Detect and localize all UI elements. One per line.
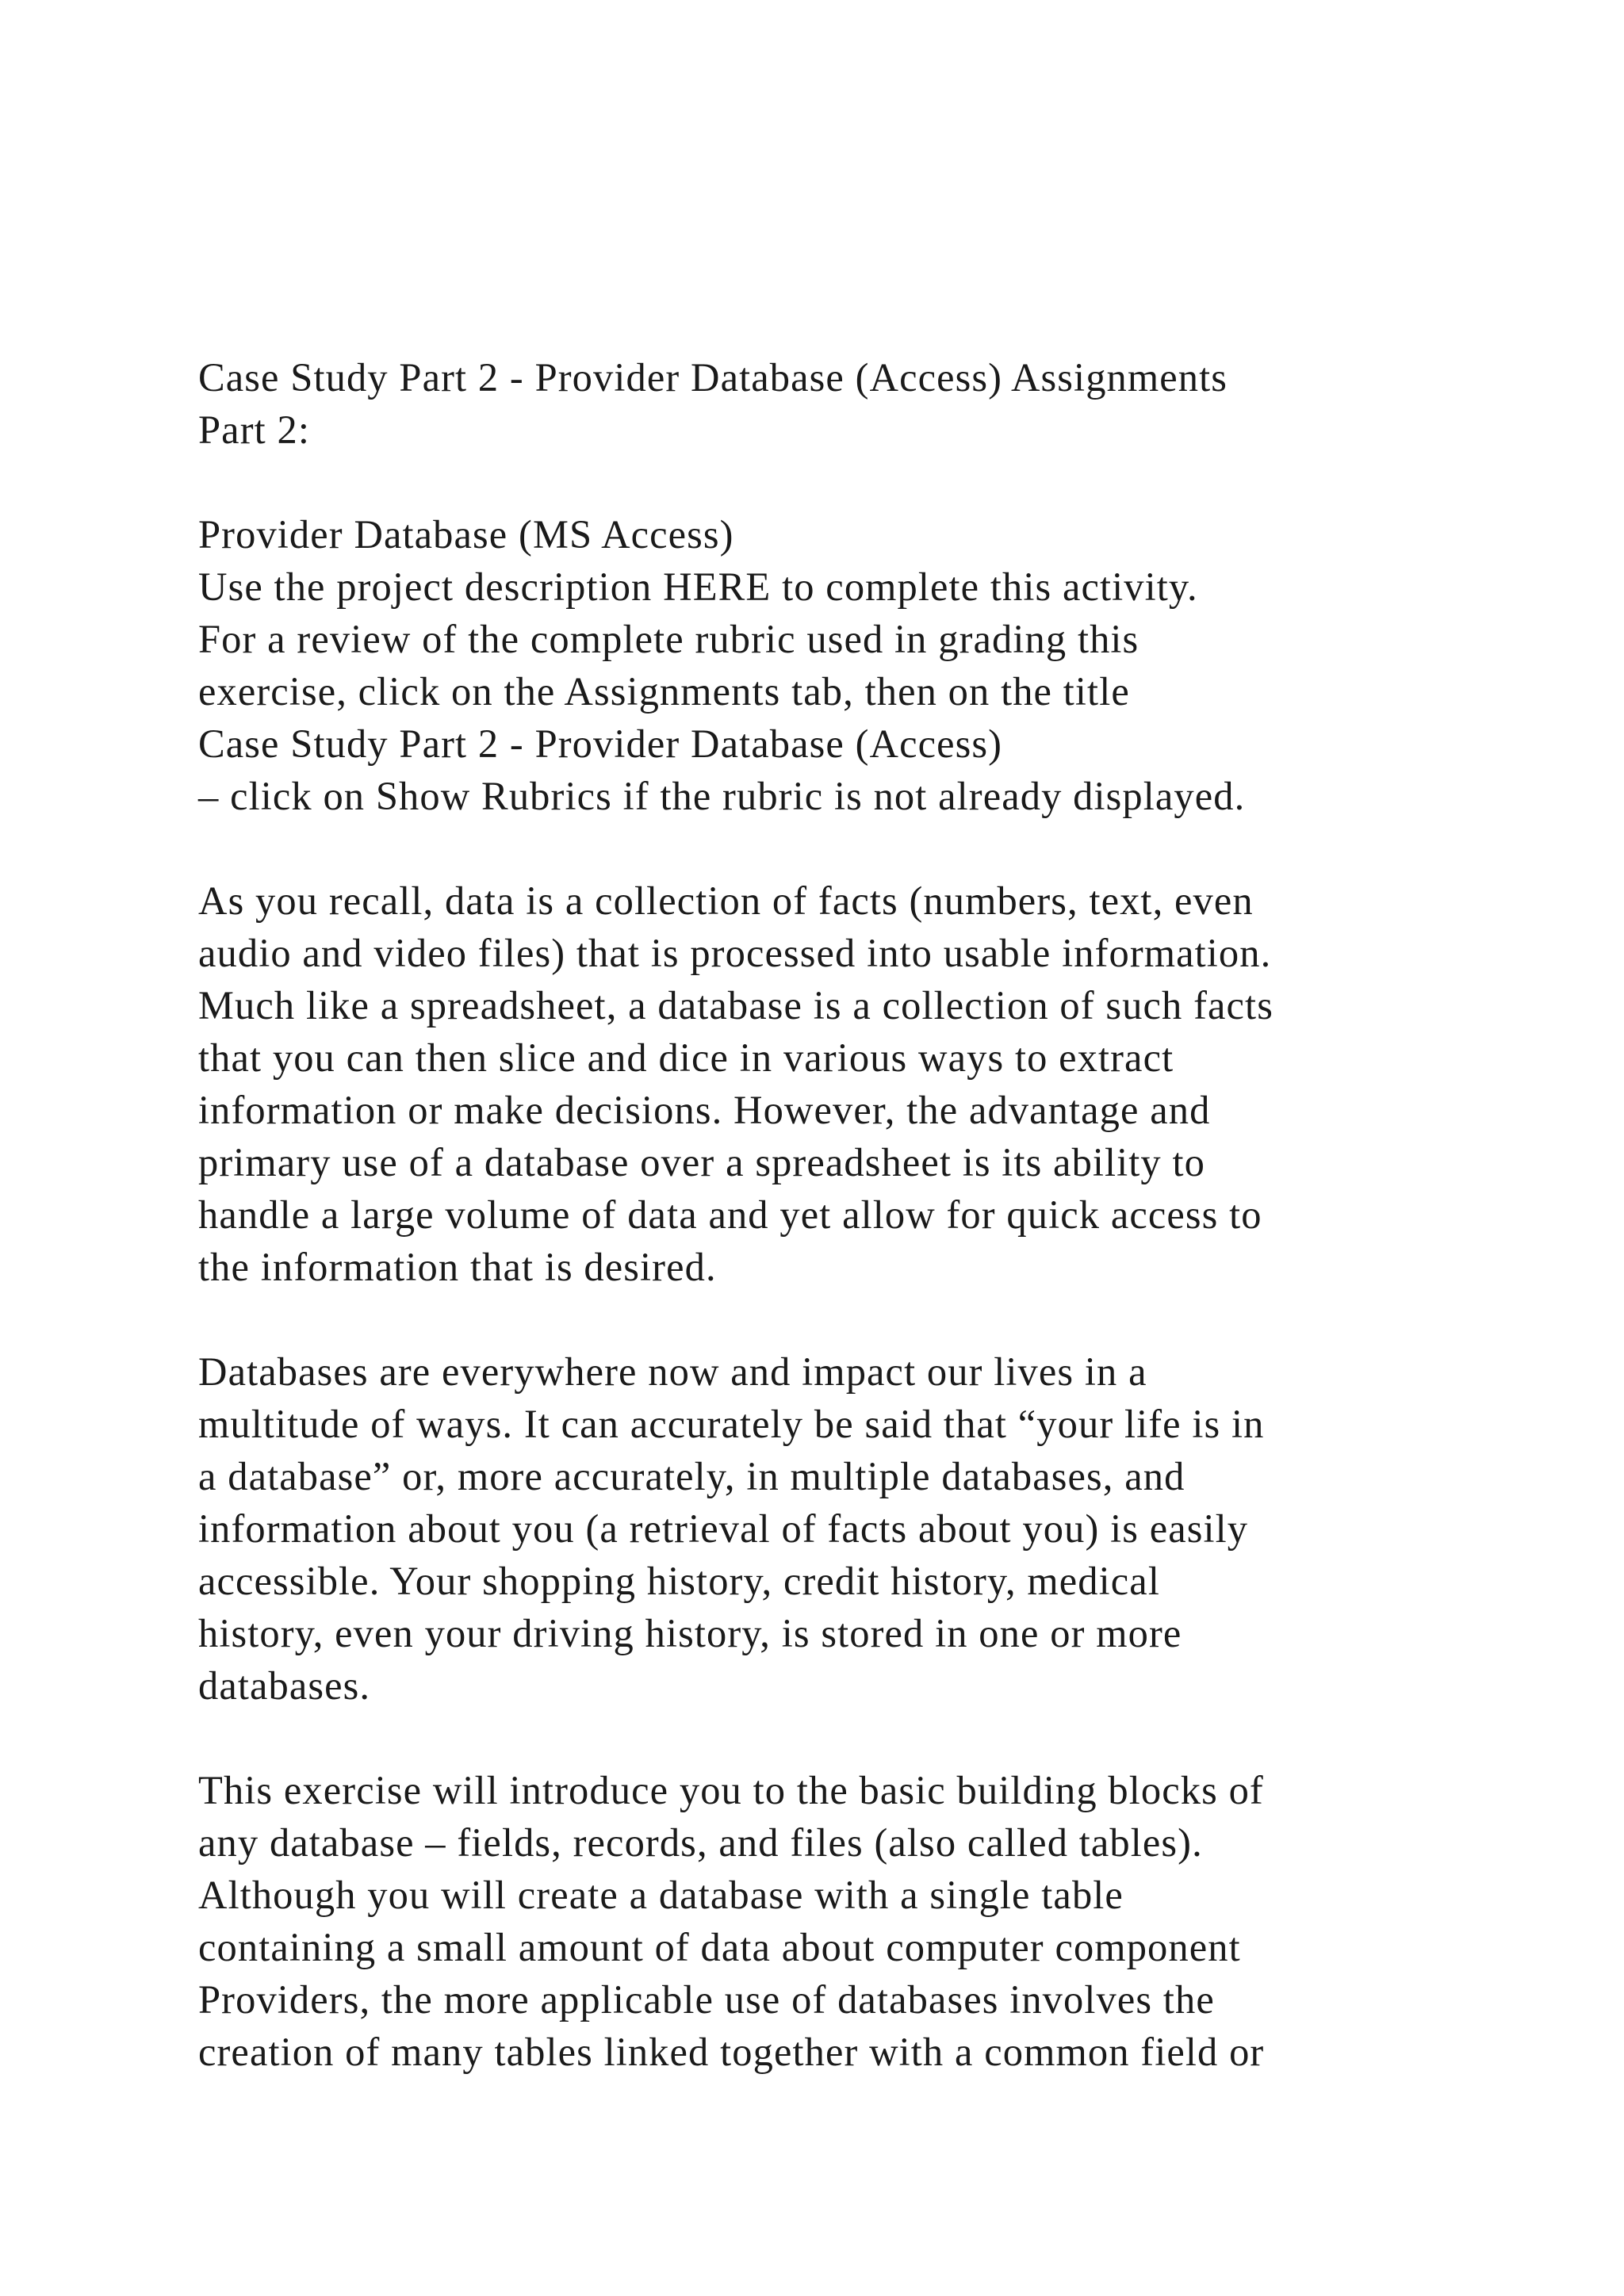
text-line: This exercise will introduce you to the basic building blocks of [198,1768,1264,1812]
document-title [198,351,1610,456]
text-line: Case Study Part 2 - Provider Database (Access) [198,721,1003,766]
paragraph-gap [198,1293,1610,1345]
text-line: Case Study Part 2 - Provider Database (Access) Assignments [198,355,1228,400]
text-line: creation of many tables linked together with a common field or [198,2030,1265,2074]
text-line: a database” or, more accurately, in multiple databases, and [198,1454,1185,1498]
paragraph-gap [198,456,1610,508]
text-line: audio and video files) that is processed into usable information. [198,931,1272,975]
text-line: containing a small amount of data about computer component [198,1925,1241,1969]
paragraph-gap [198,822,1610,874]
text-line: any database – fields, records, and files (also called tables). [198,1820,1203,1865]
body-paragraph-3 [198,1764,1610,2078]
text-line: information about you (a retrieval of facts about you) is easily [198,1506,1249,1551]
text-line: Much like a spreadsheet, a database is a collection of such facts [198,983,1274,1027]
text-line: For a review of the complete rubric used in grading this [198,617,1139,661]
text-line: multitude of ways. It can accurately be said that “your life is in [198,1402,1265,1446]
text-line: the information that is desired. [198,1245,717,1289]
text-line: As you recall, data is a collection of facts (numbers, text, even [198,878,1254,923]
body-paragraph-1 [198,874,1610,1293]
text-line: databases. [198,1663,371,1708]
text-line: Provider Database (MS Access) [198,512,734,557]
text-line: information or make decisions. However, the advantage and [198,1088,1211,1132]
text-line: Databases are everywhere now and impact our lives in a [198,1349,1147,1394]
text-line: primary use of a database over a spreadsheet is its ability to [198,1140,1205,1184]
paragraph-gap [198,1712,1610,1764]
text-line: Although you will create a database with a single table [198,1873,1124,1917]
text-line: Use the project description HERE to complete this activity. [198,564,1198,609]
body-paragraph-2 [198,1345,1610,1712]
text-line: that you can then slice and dice in various ways to extract [198,1035,1174,1080]
intro-paragraph [198,508,1610,822]
text-line: accessible. Your shopping history, credit history, medical [198,1559,1160,1603]
text-line: history, even your driving history, is stored in one or more [198,1611,1182,1655]
text-line: – click on Show Rubrics if the rubric is not already displayed. [198,774,1246,818]
text-line: handle a large volume of data and yet allow for quick access to [198,1192,1262,1237]
text-line: Part 2: [198,408,310,452]
document-page [198,351,1610,2078]
text-line: Providers, the more applicable use of databases involves the [198,1977,1215,2022]
text-line: exercise, click on the Assignments tab, then on the title [198,669,1130,714]
